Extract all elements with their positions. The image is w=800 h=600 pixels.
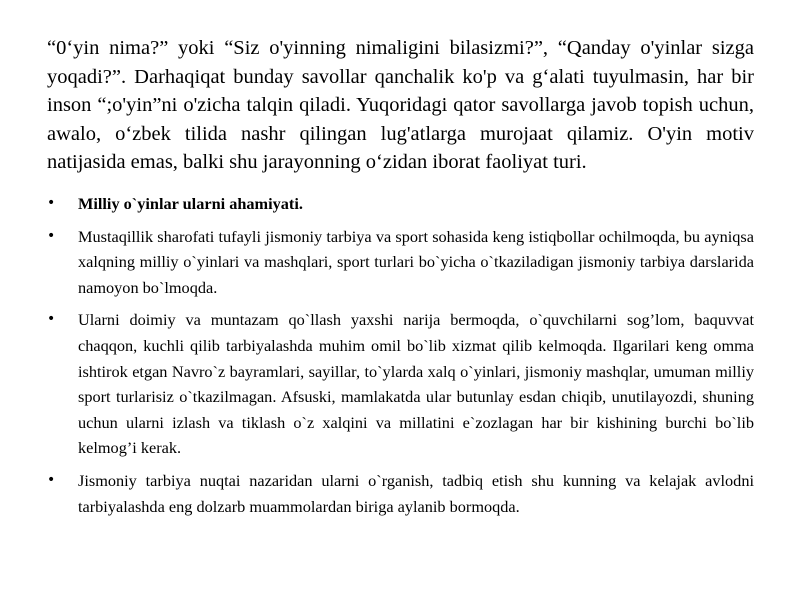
bullet-item-heading <box>47 191 754 217</box>
bullet-item <box>47 307 754 461</box>
bullet-icon: • <box>47 471 56 488</box>
bullet-list <box>47 191 754 519</box>
bullet-text: Ularni doimiy va muntazam qo`llash yaxshi narija bermoqda, o`quvchilarni sog’lom, baquvvat chaqqon, kuchli qilib tarbiyalashda muhim omil bo`lib xizmat qilib kelmoqda. Ilgarilari keng omma ishtirok etgan Navro`z bayramlari, sayillar, to`ylarda xalq o`yinlari, jismoniy mashqlar, umuman milliy sport turlarisiz o`tkazilmagan. Afsuski, mamlakatda ular butunlay esdan chiqib, unutilayozdi, shuning uchun ularni izlash va tiklash o`z xalqini va millatini e`zozlagan har bir kishining burchi bo`lib kelmog’i kerak. <box>78 310 754 458</box>
bullet-item <box>47 468 754 519</box>
bullet-text: Jismoniy tarbiya nuqtai nazaridan ularni o`rganish, tadbiq etish shu kunning va kelajak avlodni tarbiyalashda eng dolzarb muammolardan biriga aylanib bormoqda. <box>78 470 754 516</box>
bullet-icon: • <box>47 311 56 328</box>
bullet-icon: • <box>47 227 56 244</box>
slide-content <box>47 34 754 526</box>
intro-paragraph: “0‘yin nima?” yoki “Siz o'yinning nimaligini bilasizmi?”, “Qanday o'yinlar sizga yoqadi?”. Darhaqiqat bunday savollar qanchalik ko'p va g‘alati tuyulmasin, har bir inson “;o'yin”ni o'zicha talqin qiladi. Yuqoridagi qator savollarga javob topish uchun, awalo, o‘zbek tilida nashr qilingan lug'atlarga murojaat qilamiz. O'yin motiv natijasida emas, balki shu jarayonning o‘zidan iborat faoliyat turi. <box>47 37 754 174</box>
bullet-item <box>47 224 754 301</box>
bullet-icon: • <box>47 194 56 211</box>
bullet-heading-text: Milliy o`yinlar ularni ahamiyati. <box>78 193 303 213</box>
bullet-text: Mustaqillik sharofati tufayli jismoniy tarbiya va sport sohasida keng istiqbollar ochilmoqda, bu ayniqsa xalqning milliy o`yinlari va mashqlari, sport turlari bo`yicha o`tkaziladigan jismoniy tarbiya darslarida namoyon bo`lmoqda. <box>78 226 754 297</box>
